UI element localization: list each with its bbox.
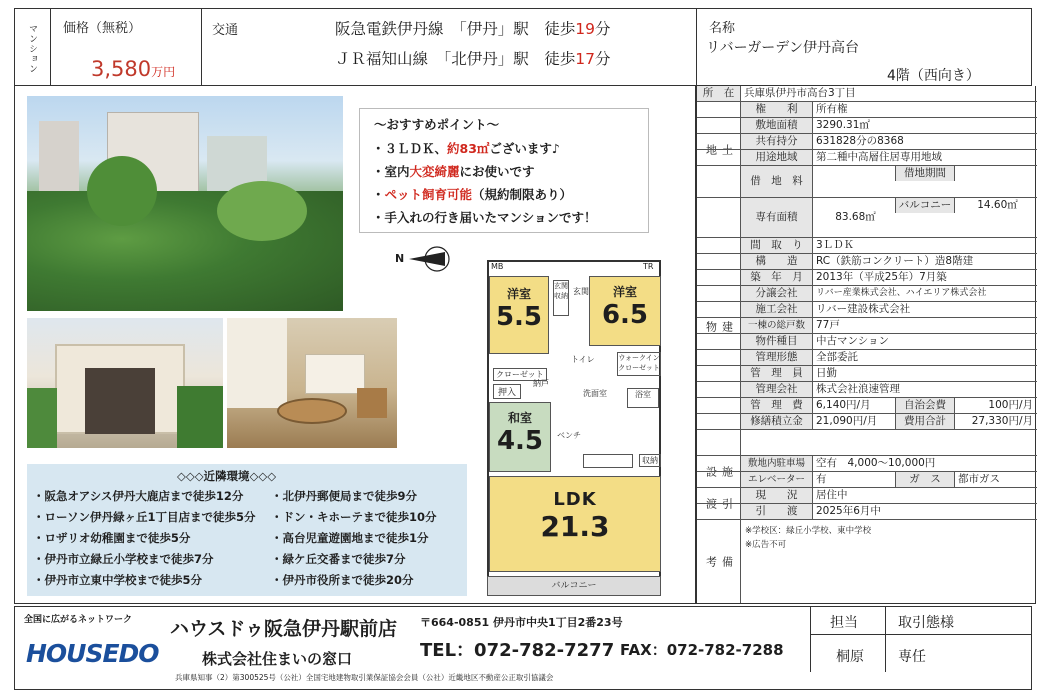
toilet-label: トイレ [571, 355, 595, 364]
row-seko: 施工会社 リバー建設株式会社 [697, 302, 1037, 318]
row-soko: 一棟の総戸数 77戸 [697, 318, 1037, 334]
row-shubetsu: 物件種目 中古マンション [697, 334, 1037, 350]
transaction-type: 専任 [898, 649, 926, 665]
env-left-4: ・伊丹市立緑丘小学校まで徒歩7分 [33, 552, 214, 566]
row-keitai: 管理形態 全部委託 [697, 350, 1037, 366]
handover-section-label: 引 渡 [697, 488, 741, 520]
env-left-1: ・阪急オアシス伊丹大鹿店まで徒歩12分 [33, 489, 244, 503]
building-section-label: 建 物 [697, 198, 741, 456]
yokushitsu-label: 浴室 [627, 388, 659, 408]
housedo-logo: HOUSEDO [26, 638, 159, 668]
kitchen-storage: 収納 [639, 454, 661, 467]
row-shuzen: 修繕積立金 21,090円/月 費用合計 27,330円/月 [697, 414, 1037, 430]
tel-number[interactable]: TEL：072-782-7277 [420, 640, 615, 661]
env-title: ◇◇◇近隣環境◇◇◇ [177, 469, 277, 483]
bench-label: ベンチ [557, 431, 581, 440]
point-4: ・手入れの行き届いたマンションです！ [372, 210, 597, 225]
land-section-label: 土 地 [697, 102, 741, 198]
compass-icon: N [395, 244, 453, 274]
header-section [14, 8, 1032, 86]
row-kanrihi: 管 理 費 6,140円/月 自治会費 100円/月 [697, 398, 1037, 414]
facility-section-label: 施 設 [697, 456, 741, 488]
remarks-2: ※広告不可 [745, 540, 787, 550]
recommend-points-box [359, 108, 649, 233]
room-ldk: LDK 21.3 [489, 476, 661, 572]
row-kenri: 権 利 所有権 [697, 102, 1037, 118]
room-japanese: 和室 4.5 [489, 402, 551, 472]
point-1: ・３ＬＤＫ、約83㎡ございます♪ [372, 141, 560, 156]
row-shikichi: 敷地面積 3290.31㎡ [697, 118, 1037, 134]
building-photo [27, 96, 343, 311]
transit-line-2: ＪＲ福知山線 「北伊丹」駅 徒歩17分 [335, 50, 611, 68]
env-right-3: ・高台児童遊園地まで徒歩1分 [271, 531, 429, 545]
price-label: 価格（無税） [63, 21, 142, 36]
env-right-2: ・ドン・キホーテまで徒歩10分 [271, 510, 437, 524]
row-madori: 間 取 り 3ＬＤＫ [697, 238, 1037, 254]
env-right-4: ・緑ケ丘交番まで徒歩7分 [271, 552, 406, 566]
balcony-area: バルコニー [487, 576, 661, 596]
point-3: ・ペット飼育可能（規約制限あり） [372, 187, 573, 202]
closet-label: クローゼット [493, 368, 547, 381]
remarks-section-label: 備 考 [697, 520, 741, 603]
row-hikiwatashi: 引 渡 2025年6月中 [697, 504, 1037, 520]
network-text: 全国に広がるネットワーク [24, 615, 133, 625]
transit-label: 交通 [212, 23, 239, 38]
license-text: 兵庫県知事（2）第300525号（公社）全国宅地建物取引業保証協会会員（公社）近畿地区不動産公正取引協議会 [175, 673, 554, 682]
property-info-table [696, 86, 1036, 604]
room-western-1: 洋室 5.5 [489, 276, 549, 354]
row-kanrinin: 管 理 員 日勤 [697, 366, 1037, 382]
price-box [91, 57, 175, 81]
floor-info: 4階（西向き） [887, 68, 980, 84]
row-kaisha: 管理会社 株式会社浪速管理 [697, 382, 1037, 398]
row-genkyo: 現 況 居住中 [697, 488, 1037, 504]
env-left-2: ・ローソン伊丹緑ヶ丘1丁目店まで徒歩5分 [33, 510, 256, 524]
name-value: リバーガーデン伊丹高台 [706, 40, 860, 56]
shop-address: 〒664-0851 伊丹市中央1丁目2番23号 [420, 616, 623, 629]
name-label: 名称 [709, 21, 736, 36]
floor-plan [483, 258, 663, 594]
tanto-label: 担当 [830, 615, 858, 631]
price-value: 3,580 [91, 57, 152, 81]
row-spacer [697, 430, 1037, 456]
nando-label: 納戸 [533, 379, 549, 388]
env-left-3: ・ロザリオ幼稚園まで徒歩5分 [33, 531, 191, 545]
remarks-1: ※学校区：緑丘小学校、東中学校 [745, 526, 872, 536]
points-title: ～おすすめポイント～ [374, 117, 500, 132]
tr-label: TR [643, 262, 654, 271]
shop-name: ハウスドゥ阪急伊丹駅前店 [170, 618, 397, 640]
oshiire-label: 押入 [493, 384, 521, 399]
row-kyoyu: 共有持分 631828分の8368 [697, 134, 1037, 150]
row-shakuchi: 借 地 料 借地期間 [697, 166, 1037, 198]
category-label: マンション [15, 9, 51, 85]
price-unit: 万円 [151, 65, 176, 79]
row-location: 所 在 兵庫県伊丹市高台3丁目 [697, 86, 1037, 102]
fax-number: FAX：072-782-7288 [620, 641, 784, 659]
genkan-storage: 玄関 収納 [553, 280, 569, 316]
left-panel [14, 86, 696, 604]
row-parking: 敷地内駐車場 空有 4,000～10,000円 [697, 456, 1037, 472]
genkan-label: 玄関 [573, 287, 589, 296]
row-yoto: 用途地域 第二種中高層住居専用地域 [697, 150, 1037, 166]
walkin-closet: ウォークイン クローゼット [617, 352, 661, 376]
row-chiku: 築 年 月 2013年（平成25年）7月築 [697, 270, 1037, 286]
env-left-5: ・伊丹市立東中学校まで徒歩5分 [33, 573, 202, 587]
company-name: 株式会社住まいの窓口 [202, 650, 353, 668]
staff-name: 桐原 [836, 649, 864, 665]
row-senyu: 専有面積 83.68㎡ バルコニー 14.60㎡ [697, 198, 1037, 238]
env-right-1: ・北伊丹郵便局まで徒歩9分 [271, 489, 418, 503]
transit-line-1: 阪急電鉄伊丹線 「伊丹」駅 徒歩19分 [335, 20, 611, 38]
mb-label: MB [491, 262, 504, 271]
env-right-5: ・伊丹市役所まで徒歩20分 [271, 573, 414, 587]
row-bunjo: 分譲会社 リバー産業株式会社、ハイエリア株式会社 [697, 286, 1037, 302]
point-2: ・室内大変綺麗にお使いです [372, 164, 535, 179]
torihiki-label: 取引態様 [898, 615, 954, 631]
row-kozo: 構 造 RC（鉄筋コンクリート）造8階建 [697, 254, 1037, 270]
room-western-2: 洋室 6.5 [589, 276, 661, 346]
kitchen-counter [583, 454, 633, 468]
row-elevator: エレベーター 有 ガ ス 都市ガス [697, 472, 1037, 488]
interior-photo [227, 318, 397, 448]
entrance-photo [27, 318, 223, 448]
nearby-environment [27, 464, 467, 596]
footer [0, 606, 1046, 696]
senmen-label: 洗面室 [583, 389, 607, 398]
